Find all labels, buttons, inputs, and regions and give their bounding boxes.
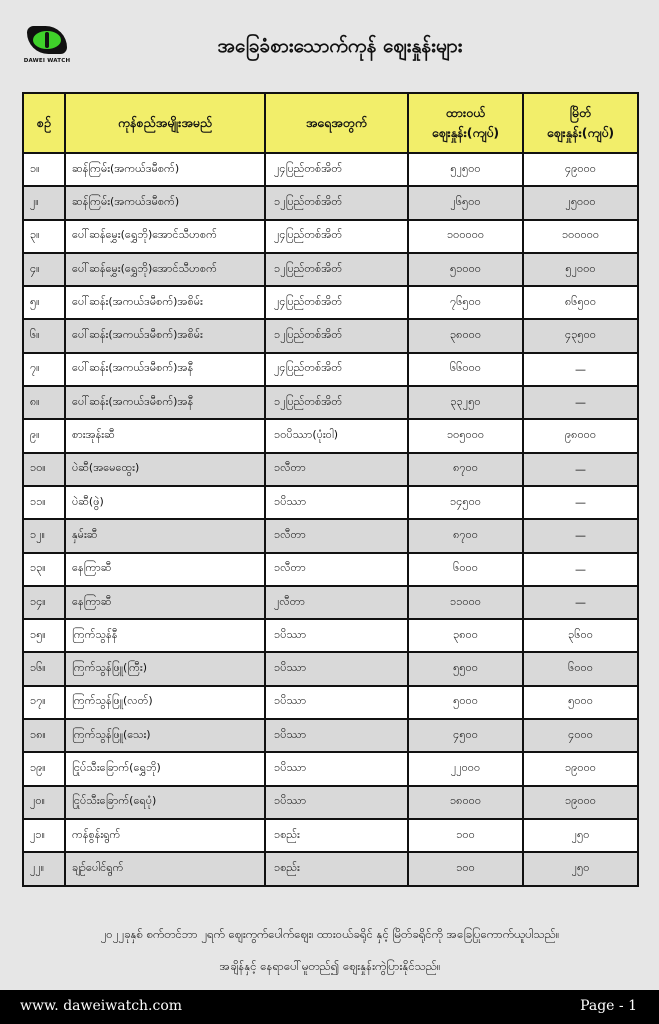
table-row — [23, 819, 638, 852]
table-row — [23, 719, 638, 752]
row-number: ၁၉။ — [23, 752, 65, 785]
myeik-price: ၈၆၅၀၀ — [523, 286, 638, 319]
dawei-price: ၂၂၀၀၀ — [408, 752, 523, 785]
row-number: ၁၃။ — [23, 553, 65, 586]
item-unit: ၁ပိဿာ — [265, 786, 408, 819]
dawei-price: ၃၈၀၀ — [408, 619, 523, 652]
item-name: ကြက်သွန်ဖြူ(လတ်) — [65, 686, 265, 719]
dawei-price: ၅၁၀၀၀ — [408, 253, 523, 286]
myeik-price: ၂၅၀ — [523, 852, 638, 885]
header-dawei — [408, 93, 523, 153]
row-number: ၈။ — [23, 386, 65, 419]
myeik-price: ၅၀၀၀ — [523, 686, 638, 719]
item-unit: ၁၂ပြည်တစ်အိတ် — [265, 386, 408, 419]
table-row — [23, 686, 638, 719]
item-name: ချဉ်ပေါင်ရွက် — [65, 852, 265, 885]
row-number: ၁၆။ — [23, 652, 65, 685]
myeik-price: ၃၆၀၀ — [523, 619, 638, 652]
table-row — [23, 453, 638, 486]
dawei-price: ၈၇၀၀ — [408, 453, 523, 486]
item-unit: ၂၄ပြည်တစ်အိတ် — [265, 153, 408, 186]
myeik-price: ၁၉၀၀၀ — [523, 786, 638, 819]
table-row — [23, 786, 638, 819]
table-row — [23, 386, 638, 419]
dawei-price: ၇၆၅၀၀ — [408, 286, 523, 319]
item-name: ကြက်သွန်ဖြူ(ကြီး) — [65, 652, 265, 685]
cat-eye-icon — [27, 26, 67, 54]
item-unit: ၁စည်း — [265, 819, 408, 852]
item-unit: ၂၄ပြည်တစ်အိတ် — [265, 353, 408, 386]
item-unit: ၂လီတာ — [265, 586, 408, 619]
table-header-row — [23, 93, 638, 153]
table-row — [23, 319, 638, 352]
price-table — [22, 92, 639, 887]
item-unit: ၁စည်း — [265, 852, 408, 885]
item-unit: ၁လီတာ — [265, 453, 408, 486]
myeik-price: — — [523, 386, 638, 419]
row-number: ၃။ — [23, 220, 65, 253]
row-number: ၅။ — [23, 286, 65, 319]
row-number: ၁၁။ — [23, 486, 65, 519]
item-name: ပေါ်ဆန်မွှေး(ရွှေဘို)အောင်သီဟစက် — [65, 253, 265, 286]
row-number: ၁၀။ — [23, 453, 65, 486]
myeik-price: ၉၈၀၀၀ — [523, 419, 638, 452]
item-name: ပဲဆီ(အမေထွေး) — [65, 453, 265, 486]
item-name: ပေါ်ဆန်း(အကယ်ဒမီစက်)အနီ — [65, 386, 265, 419]
item-name: စားအုန်းဆီ — [65, 419, 265, 452]
myeik-price: — — [523, 519, 638, 552]
table-row — [23, 519, 638, 552]
dawei-price: ၁၀၀၀၀၀ — [408, 220, 523, 253]
logo-text: DAWEI WATCH — [23, 58, 71, 64]
myeik-price: ၄၃၅၀၀ — [523, 319, 638, 352]
row-number: ၂၀။ — [23, 786, 65, 819]
header-myeik-line1: မြိတ် — [569, 105, 592, 120]
item-name: ပဲဆီ(ဖွဲ) — [65, 486, 265, 519]
item-unit: ၂၄ပြည်တစ်အိတ် — [265, 286, 408, 319]
footer-note — [10, 918, 650, 982]
dawei-price: ၅၂၅၀၀ — [408, 153, 523, 186]
item-name: ကန်စွန်းရွက် — [65, 819, 265, 852]
row-number: ၁၇။ — [23, 686, 65, 719]
myeik-price: ၂၅၀ — [523, 819, 638, 852]
item-name: ငြုပ်သီးခြောက်(ရွှေဘို) — [65, 752, 265, 785]
table-row — [23, 752, 638, 785]
item-unit: ၁လီတာ — [265, 519, 408, 552]
row-number: ၁၂။ — [23, 519, 65, 552]
dawei-price: ၁၀၅၀၀၀ — [408, 419, 523, 452]
item-name: နေကြာဆီ — [65, 553, 265, 586]
header-dawei-line2: ဈေးနှုန်း(ကျပ်) — [431, 125, 500, 140]
item-name: နေကြာဆီ — [65, 586, 265, 619]
table-row — [23, 652, 638, 685]
header-myeik-line2: ဈေးနှုန်း(ကျပ်) — [546, 125, 615, 140]
header-myeik — [523, 93, 638, 153]
header-unit: အရေအတွက် — [265, 93, 408, 153]
table-row — [23, 220, 638, 253]
website-link[interactable]: www. daweiwatch.com — [20, 998, 183, 1014]
item-name: ပေါ်ဆန်း(အကယ်ဒမီစက်)အနီ — [65, 353, 265, 386]
dawei-price: ၁၀၀ — [408, 819, 523, 852]
item-unit: ၁ပိဿာ — [265, 719, 408, 752]
row-number: ၂၂။ — [23, 852, 65, 885]
item-unit: ၁ပိဿာ — [265, 652, 408, 685]
myeik-price: — — [523, 586, 638, 619]
item-unit: ၂၄ပြည်တစ်အိတ် — [265, 220, 408, 253]
myeik-price: ၁၉၀၀၀ — [523, 752, 638, 785]
item-name: နှမ်းဆီ — [65, 519, 265, 552]
myeik-price: ၂၅၀၀၀ — [523, 186, 638, 219]
dawei-price: ၁၀၀ — [408, 852, 523, 885]
item-unit: ၁၂ပြည်တစ်အိတ် — [265, 186, 408, 219]
dawei-price: ၃၈၀၀၀ — [408, 319, 523, 352]
page-number: Page - 1 — [580, 998, 637, 1014]
table-row — [23, 553, 638, 586]
row-number: ၂။ — [23, 186, 65, 219]
myeik-price: — — [523, 353, 638, 386]
item-name: ပေါ်ဆန်မွှေး(ရွှေဘို)အောင်သီဟစက် — [65, 220, 265, 253]
dawei-price: ၁၁၀၀၀ — [408, 586, 523, 619]
dawei-price: ၆၆၀၀၀ — [408, 353, 523, 386]
logo — [22, 26, 72, 74]
table-row — [23, 486, 638, 519]
table-row — [23, 619, 638, 652]
dawei-price: ၈၇၀၀ — [408, 519, 523, 552]
item-unit: ၁၂ပြည်တစ်အိတ် — [265, 253, 408, 286]
myeik-price: ၄၀၀၀ — [523, 719, 638, 752]
table-row — [23, 852, 638, 885]
dawei-price: ၁၄၅၀၀ — [408, 486, 523, 519]
bottom-bar — [0, 990, 659, 1024]
item-unit: ၁၂ပြည်တစ်အိတ် — [265, 319, 408, 352]
table-row — [23, 186, 638, 219]
myeik-price: ၆၀၀၀ — [523, 652, 638, 685]
table-row — [23, 153, 638, 186]
row-number: ၁၄။ — [23, 586, 65, 619]
item-name: ပေါ်ဆန်း(အကယ်ဒမီစက်)အစိမ်း — [65, 319, 265, 352]
row-number: ၁၅။ — [23, 619, 65, 652]
row-number: ၁။ — [23, 153, 65, 186]
item-name: ကြက်သွန်နီ — [65, 619, 265, 652]
row-number: ၂၁။ — [23, 819, 65, 852]
myeik-price: — — [523, 486, 638, 519]
item-unit: ၁ပိဿာ — [265, 752, 408, 785]
item-unit: ၁လီတာ — [265, 553, 408, 586]
item-name: ကြက်သွန်ဖြူ(သေး) — [65, 719, 265, 752]
dawei-price: ၄၅၀၀ — [408, 719, 523, 752]
dawei-price: ၅၅၀၀ — [408, 652, 523, 685]
note-disclaimer: အချိန်နှင့် နေရာပေါ်မူတည်၍ ဈေးနှုန်းကွဲပြားနိုင်သည်။ — [219, 959, 441, 973]
dawei-price: ၁၈၀၀၀ — [408, 786, 523, 819]
row-number: ၇။ — [23, 353, 65, 386]
myeik-price: ၄၉၀၀၀ — [523, 153, 638, 186]
item-unit: ၁၀ပိဿာ(ပုံး၀ါ) — [265, 419, 408, 452]
table-row — [23, 286, 638, 319]
dawei-price: ၆၀၀၀ — [408, 553, 523, 586]
row-number: ၁၈။ — [23, 719, 65, 752]
item-unit: ၁ပိဿာ — [265, 619, 408, 652]
header-no: စဉ် — [23, 93, 65, 153]
header-name: ကုန်စည်အမျိုးအမည် — [65, 93, 265, 153]
item-name: ဆန်ကြမ်း(အကယ်ဒမီစက်) — [65, 186, 265, 219]
header-dawei-line1: ထားဝယ် — [445, 105, 486, 120]
table-row — [23, 419, 638, 452]
item-unit: ၁ပိဿာ — [265, 486, 408, 519]
myeik-price: — — [523, 553, 638, 586]
table-row — [23, 253, 638, 286]
myeik-price: ၅၂၀၀၀ — [523, 253, 638, 286]
item-unit: ၁ပိဿာ — [265, 686, 408, 719]
item-name: ဆန်ကြမ်း(အကယ်ဒမီစက်) — [65, 153, 265, 186]
item-name: ပေါ်ဆန်း(အကယ်ဒမီစက်)အစိမ်း — [65, 286, 265, 319]
page-title: အခြေခံစားသောက်ကုန် ဈေးနှုန်းများ — [217, 35, 463, 57]
row-number: ၄။ — [23, 253, 65, 286]
row-number: ၉။ — [23, 419, 65, 452]
table-row — [23, 586, 638, 619]
dawei-price: ၂၆၅၀၀ — [408, 186, 523, 219]
note-date: ၂၀၂၂ခုနှစ် စက်တင်ဘာ ၂ရက် ဈေးကွက်ပေါက်ဈေး၊ ထားဝယ်ခရိုင် နှင့် မြိတ်ခရိုင်ကို အခြေပြုကောက်ယူပါသည်။ — [100, 927, 560, 941]
dawei-price: ၃၃၂၅၀ — [408, 386, 523, 419]
table-row — [23, 353, 638, 386]
item-name: ငြုပ်သီးခြောက်(ရေပုံ) — [65, 786, 265, 819]
row-number: ၆။ — [23, 319, 65, 352]
dawei-price: ၅၀၀၀ — [408, 686, 523, 719]
myeik-price: ၁၀၀၀၀၀ — [523, 220, 638, 253]
myeik-price: — — [523, 453, 638, 486]
